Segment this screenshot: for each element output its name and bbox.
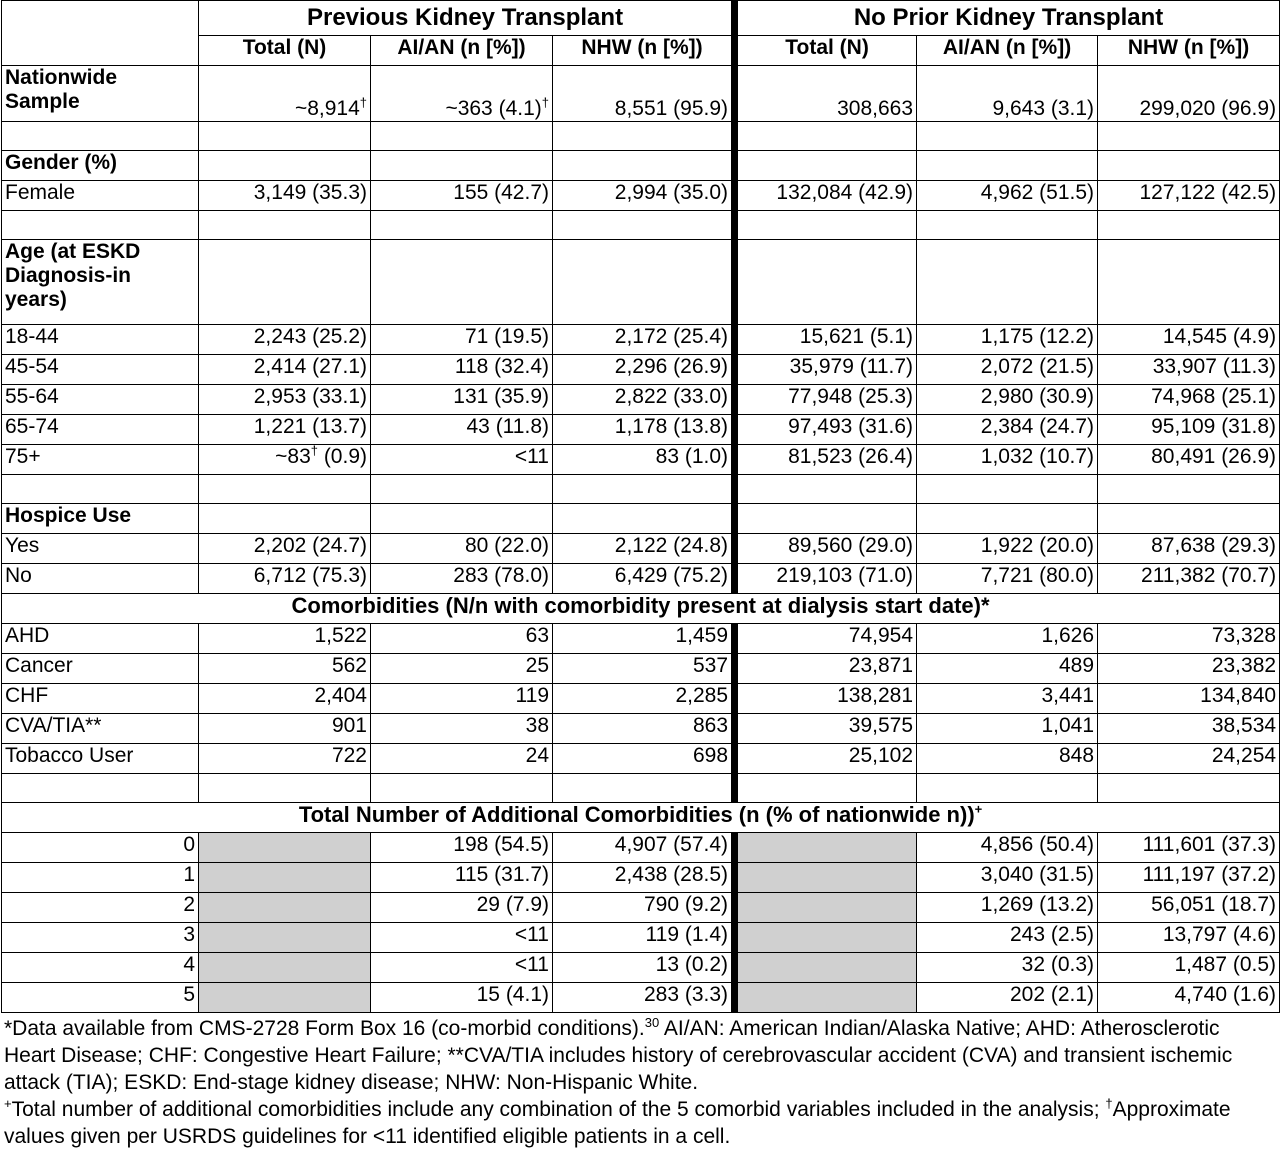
cell-value: 8,551 (95.9) bbox=[553, 66, 735, 122]
cell-value: 202 (2.1) bbox=[917, 983, 1098, 1013]
cell-value: 111,197 (37.2) bbox=[1098, 863, 1280, 893]
cell-value: 2,285 bbox=[553, 684, 735, 714]
cell-value: 74,968 (25.1) bbox=[1098, 385, 1280, 415]
cell-value: 38,534 bbox=[1098, 714, 1280, 744]
cell-value: 2,953 (33.1) bbox=[199, 385, 371, 415]
empty-cell bbox=[371, 504, 553, 534]
cell-value bbox=[371, 66, 553, 122]
shaded-cell bbox=[199, 893, 371, 923]
cell-value: <11 bbox=[371, 923, 553, 953]
cell-value: 790 (9.2) bbox=[553, 893, 735, 923]
cell-value: 89,560 (29.0) bbox=[735, 534, 917, 564]
spacer-row bbox=[2, 211, 1280, 240]
table-row bbox=[2, 654, 1280, 684]
cell-value: 489 bbox=[917, 654, 1098, 684]
empty-cell bbox=[199, 151, 371, 181]
shaded-cell bbox=[735, 893, 917, 923]
cell-value: 2,994 (35.0) bbox=[553, 181, 735, 211]
cell-value: 1,922 (20.0) bbox=[917, 534, 1098, 564]
cell-value: 119 (1.4) bbox=[553, 923, 735, 953]
cell-value: 4,856 (50.4) bbox=[917, 833, 1098, 863]
cell-value: 23,871 bbox=[735, 654, 917, 684]
empty-cell bbox=[1098, 774, 1280, 803]
section-header-row bbox=[2, 594, 1280, 624]
shaded-cell bbox=[735, 863, 917, 893]
spacer-row bbox=[2, 774, 1280, 803]
empty-cell bbox=[735, 475, 917, 504]
row-label: 4 bbox=[2, 953, 199, 983]
cell-value: 2,438 (28.5) bbox=[553, 863, 735, 893]
table-row bbox=[2, 684, 1280, 714]
row-label: 2 bbox=[2, 893, 199, 923]
empty-cell bbox=[735, 151, 917, 181]
empty-cell bbox=[735, 774, 917, 803]
cell-value: 15,621 (5.1) bbox=[735, 325, 917, 355]
empty-cell bbox=[2, 211, 199, 240]
cell-value: 1,522 bbox=[199, 624, 371, 654]
cell-value: 119 bbox=[371, 684, 553, 714]
cell-value: 198 (54.5) bbox=[371, 833, 553, 863]
empty-cell bbox=[917, 151, 1098, 181]
dagger-mark: † bbox=[1105, 1096, 1113, 1111]
cell-value: 1,178 (13.8) bbox=[553, 415, 735, 445]
row-label: 0 bbox=[2, 833, 199, 863]
cell-value: 6,429 (75.2) bbox=[553, 564, 735, 594]
nationwide-sample-row bbox=[2, 66, 1280, 122]
table-row bbox=[2, 385, 1280, 415]
cell-value: 211,382 (70.7) bbox=[1098, 564, 1280, 594]
cell-value: 2,414 (27.1) bbox=[199, 355, 371, 385]
empty-cell bbox=[371, 774, 553, 803]
empty-cell bbox=[553, 151, 735, 181]
shaded-cell bbox=[199, 953, 371, 983]
cell-value: 1,221 (13.7) bbox=[199, 415, 371, 445]
empty-cell bbox=[1098, 475, 1280, 504]
cell-value: 9,643 (3.1) bbox=[917, 66, 1098, 122]
table-row bbox=[2, 714, 1280, 744]
cell-value: 25 bbox=[371, 654, 553, 684]
cell-value: 111,601 (37.3) bbox=[1098, 833, 1280, 863]
cell-value: 131 (35.9) bbox=[371, 385, 553, 415]
cell-value: 299,020 (96.9) bbox=[1098, 66, 1280, 122]
empty-cell bbox=[735, 122, 917, 151]
footnote-approximate-values: Approximate values given per USRDS guidelines for <11 identified eligible patients in a cell. bbox=[4, 1098, 1231, 1148]
shaded-cell bbox=[735, 953, 917, 983]
shaded-cell bbox=[199, 863, 371, 893]
table-row bbox=[2, 415, 1280, 445]
empty-cell bbox=[735, 211, 917, 240]
cell-value: 56,051 (18.7) bbox=[1098, 893, 1280, 923]
cell-value: 698 bbox=[553, 744, 735, 774]
cell-value: 1,626 bbox=[917, 624, 1098, 654]
row-label: CHF bbox=[2, 684, 199, 714]
table-row bbox=[2, 534, 1280, 564]
empty-cell bbox=[553, 504, 735, 534]
cell-value: 33,907 (11.3) bbox=[1098, 355, 1280, 385]
cell-value: 2,122 (24.8) bbox=[553, 534, 735, 564]
cell-value: 283 (78.0) bbox=[371, 564, 553, 594]
cell-value: 13,797 (4.6) bbox=[1098, 923, 1280, 953]
dagger-mark: † bbox=[310, 444, 318, 458]
cell-value: 24 bbox=[371, 744, 553, 774]
cell-value: 73,328 bbox=[1098, 624, 1280, 654]
title-text: Total Number of Additional Comorbidities (n (% of nationwide n)) bbox=[298, 802, 975, 827]
cell-value: 3,441 bbox=[917, 684, 1098, 714]
cell-value: 38 bbox=[371, 714, 553, 744]
row-label-nationwide-sample: Nationwide Sample bbox=[2, 66, 199, 122]
cell-value: 6,712 (75.3) bbox=[199, 564, 371, 594]
cell-value: 2,172 (25.4) bbox=[553, 325, 735, 355]
empty-cell bbox=[553, 240, 735, 325]
section-header-row bbox=[2, 151, 1280, 181]
cell-value: 24,254 bbox=[1098, 744, 1280, 774]
cell-value: 863 bbox=[553, 714, 735, 744]
empty-cell bbox=[2, 475, 199, 504]
row-label: Female bbox=[2, 181, 199, 211]
cell-value: 4,740 (1.6) bbox=[1098, 983, 1280, 1013]
cell-value: 1,032 (10.7) bbox=[917, 445, 1098, 475]
row-label: Yes bbox=[2, 534, 199, 564]
shaded-cell bbox=[735, 983, 917, 1013]
cell-value: 2,202 (24.7) bbox=[199, 534, 371, 564]
cell-value: 32 (0.3) bbox=[917, 953, 1098, 983]
cell-value: 155 (42.7) bbox=[371, 181, 553, 211]
table-row bbox=[2, 983, 1280, 1013]
cell-value: 13 (0.2) bbox=[553, 953, 735, 983]
section-title: Hospice Use bbox=[2, 504, 199, 534]
row-label: 75+ bbox=[2, 445, 199, 475]
column-header: NHW (n [%]) bbox=[553, 36, 735, 66]
cell-value: 1,175 (12.2) bbox=[917, 325, 1098, 355]
cell-value: 35,979 (11.7) bbox=[735, 355, 917, 385]
cell-value: 2,822 (33.0) bbox=[553, 385, 735, 415]
cell-value: 537 bbox=[553, 654, 735, 684]
empty-cell bbox=[917, 240, 1098, 325]
cell-value: 3,149 (35.3) bbox=[199, 181, 371, 211]
section-header-row bbox=[2, 240, 1280, 325]
row-label: 1 bbox=[2, 863, 199, 893]
dagger-mark: † bbox=[359, 95, 367, 110]
cell-value: 1,459 bbox=[553, 624, 735, 654]
row-label: 18-44 bbox=[2, 325, 199, 355]
empty-cell bbox=[371, 211, 553, 240]
cell-value: 74,954 bbox=[735, 624, 917, 654]
cell-value: 243 (2.5) bbox=[917, 923, 1098, 953]
empty-cell bbox=[2, 774, 199, 803]
table-row bbox=[2, 564, 1280, 594]
empty-cell bbox=[371, 240, 553, 325]
empty-cell bbox=[199, 475, 371, 504]
row-label: AHD bbox=[2, 624, 199, 654]
footnote-reference: 30 bbox=[644, 1015, 660, 1030]
cell-value: 848 bbox=[917, 744, 1098, 774]
column-header: AI/AN (n [%]) bbox=[371, 36, 553, 66]
empty-cell bbox=[371, 151, 553, 181]
cell-value: 97,493 (31.6) bbox=[735, 415, 917, 445]
cell-value: 2,072 (21.5) bbox=[917, 355, 1098, 385]
cell-value: 63 bbox=[371, 624, 553, 654]
cell-value: 219,103 (71.0) bbox=[735, 564, 917, 594]
cell-value: 138,281 bbox=[735, 684, 917, 714]
cell-value: 134,840 bbox=[1098, 684, 1280, 714]
cell-value: 23,382 bbox=[1098, 654, 1280, 684]
corner-cell bbox=[2, 1, 199, 66]
empty-cell bbox=[371, 475, 553, 504]
group-header-no-prior-transplant: No Prior Kidney Transplant bbox=[735, 1, 1280, 36]
cell-text: ~363 (4.1) bbox=[445, 97, 542, 120]
empty-cell bbox=[199, 504, 371, 534]
cell-text: ~8,914 bbox=[294, 97, 360, 120]
table-row bbox=[2, 863, 1280, 893]
row-label: No bbox=[2, 564, 199, 594]
group-header-previous-transplant: Previous Kidney Transplant bbox=[199, 1, 735, 36]
group-header-row bbox=[2, 1, 1280, 36]
shaded-cell bbox=[735, 833, 917, 863]
row-label: 3 bbox=[2, 923, 199, 953]
cell-value: 15 (4.1) bbox=[371, 983, 553, 1013]
empty-cell bbox=[199, 774, 371, 803]
cell-value: 43 (11.8) bbox=[371, 415, 553, 445]
table-row bbox=[2, 744, 1280, 774]
plus-mark: + bbox=[4, 1096, 12, 1111]
empty-cell bbox=[553, 475, 735, 504]
empty-cell bbox=[1098, 151, 1280, 181]
cell-value: 83 (1.0) bbox=[553, 445, 735, 475]
cell-value: 132,084 (42.9) bbox=[735, 181, 917, 211]
empty-cell bbox=[917, 211, 1098, 240]
row-label: Tobacco User bbox=[2, 744, 199, 774]
section-header-row bbox=[2, 504, 1280, 534]
cell-value: 87,638 (29.3) bbox=[1098, 534, 1280, 564]
cell-value: <11 bbox=[371, 445, 553, 475]
table-row bbox=[2, 181, 1280, 211]
footnote-additional-comorbidities: Total number of additional comorbidities include any combination of the 5 comorbid variables included in the analysis; bbox=[11, 1098, 1106, 1121]
table-row bbox=[2, 833, 1280, 863]
table-row bbox=[2, 445, 1280, 475]
shaded-cell bbox=[199, 833, 371, 863]
empty-cell bbox=[917, 475, 1098, 504]
cell-value: 81,523 (26.4) bbox=[735, 445, 917, 475]
plus-mark: + bbox=[974, 802, 983, 817]
row-label: 5 bbox=[2, 983, 199, 1013]
cell-value: 2,384 (24.7) bbox=[917, 415, 1098, 445]
empty-cell bbox=[1098, 122, 1280, 151]
column-header: Total (N) bbox=[199, 36, 371, 66]
empty-cell bbox=[1098, 240, 1280, 325]
table-row bbox=[2, 923, 1280, 953]
cell-value: 3,040 (31.5) bbox=[917, 863, 1098, 893]
empty-cell bbox=[735, 504, 917, 534]
dagger-mark: † bbox=[541, 95, 549, 110]
cell-value: 1,487 (0.5) bbox=[1098, 953, 1280, 983]
empty-cell bbox=[1098, 504, 1280, 534]
cell-value: 1,041 bbox=[917, 714, 1098, 744]
table-row bbox=[2, 624, 1280, 654]
cell-value: 77,948 (25.3) bbox=[735, 385, 917, 415]
empty-cell bbox=[1098, 211, 1280, 240]
cell-text: ~83 bbox=[275, 445, 311, 468]
cell-value: 115 (31.7) bbox=[371, 863, 553, 893]
table-row bbox=[2, 355, 1280, 385]
column-header: Total (N) bbox=[735, 36, 917, 66]
cell-text: (0.9) bbox=[317, 445, 367, 468]
shaded-cell bbox=[199, 983, 371, 1013]
cell-value: 4,962 (51.5) bbox=[917, 181, 1098, 211]
cell-value: 127,122 (42.5) bbox=[1098, 181, 1280, 211]
footnote-abbreviations: AI/AN: American Indian/Alaska Native; AHD: Atherosclerotic Heart Disease; CHF: Congestive Heart Failure; **CVA/TIA includes history of cerebrovascular accident (CVA) and transient ischemic attack (TIA); ESKD: End-stage kidney disease; NHW: Non-Hispanic White. bbox=[4, 1017, 1233, 1094]
spacer-row bbox=[2, 475, 1280, 504]
section-header-row bbox=[2, 803, 1280, 833]
cell-value: 71 (19.5) bbox=[371, 325, 553, 355]
cell-value: 7,721 (80.0) bbox=[917, 564, 1098, 594]
cell-value: <11 bbox=[371, 953, 553, 983]
cell-value: 25,102 bbox=[735, 744, 917, 774]
cell-value: 1,269 (13.2) bbox=[917, 893, 1098, 923]
empty-cell bbox=[553, 122, 735, 151]
cell-value: 308,663 bbox=[735, 66, 917, 122]
cell-value: 39,575 bbox=[735, 714, 917, 744]
cell-value: 2,243 (25.2) bbox=[199, 325, 371, 355]
empty-cell bbox=[735, 240, 917, 325]
comorbidities-title: Comorbidities (N/n with comorbidity present at dialysis start date)* bbox=[2, 594, 1280, 624]
cell-value: 14,545 (4.9) bbox=[1098, 325, 1280, 355]
cell-value: 901 bbox=[199, 714, 371, 744]
cell-value: 29 (7.9) bbox=[371, 893, 553, 923]
table-row bbox=[2, 325, 1280, 355]
cell-value: 80,491 (26.9) bbox=[1098, 445, 1280, 475]
cell-value: 118 (32.4) bbox=[371, 355, 553, 385]
cell-value: 80 (22.0) bbox=[371, 534, 553, 564]
column-header: AI/AN (n [%]) bbox=[917, 36, 1098, 66]
empty-cell bbox=[917, 504, 1098, 534]
shaded-cell bbox=[199, 923, 371, 953]
spacer-row bbox=[2, 122, 1280, 151]
cell-value: 722 bbox=[199, 744, 371, 774]
row-label: 55-64 bbox=[2, 385, 199, 415]
empty-cell bbox=[371, 122, 553, 151]
row-label: 45-54 bbox=[2, 355, 199, 385]
section-title: Gender (%) bbox=[2, 151, 199, 181]
cell-value: 2,404 bbox=[199, 684, 371, 714]
empty-cell bbox=[2, 122, 199, 151]
row-label: CVA/TIA** bbox=[2, 714, 199, 744]
cohort-table-body bbox=[2, 1, 1280, 1013]
footnote-comorbidity-source: *Data available from CMS-2728 Form Box 16 (co-morbid conditions). bbox=[4, 1017, 645, 1040]
empty-cell bbox=[199, 122, 371, 151]
cell-value: 283 (3.3) bbox=[553, 983, 735, 1013]
cell-value: 562 bbox=[199, 654, 371, 684]
column-header: NHW (n [%]) bbox=[1098, 36, 1280, 66]
cell-value: 4,907 (57.4) bbox=[553, 833, 735, 863]
empty-cell bbox=[553, 774, 735, 803]
cell-value bbox=[199, 66, 371, 122]
footnotes bbox=[0, 1013, 1276, 1150]
table-row bbox=[2, 893, 1280, 923]
shaded-cell bbox=[735, 923, 917, 953]
empty-cell bbox=[553, 211, 735, 240]
row-label: 65-74 bbox=[2, 415, 199, 445]
cell-value bbox=[199, 445, 371, 475]
cohort-table bbox=[1, 0, 1280, 1013]
empty-cell bbox=[917, 122, 1098, 151]
empty-cell bbox=[199, 240, 371, 325]
table-row bbox=[2, 953, 1280, 983]
cell-value: 95,109 (31.8) bbox=[1098, 415, 1280, 445]
row-label: Cancer bbox=[2, 654, 199, 684]
section-title: Age (at ESKD Diagnosis-in years) bbox=[2, 240, 199, 325]
empty-cell bbox=[199, 211, 371, 240]
empty-cell bbox=[917, 774, 1098, 803]
additional-comorbidities-title bbox=[2, 803, 1280, 833]
cell-value: 2,296 (26.9) bbox=[553, 355, 735, 385]
cell-value: 2,980 (30.9) bbox=[917, 385, 1098, 415]
